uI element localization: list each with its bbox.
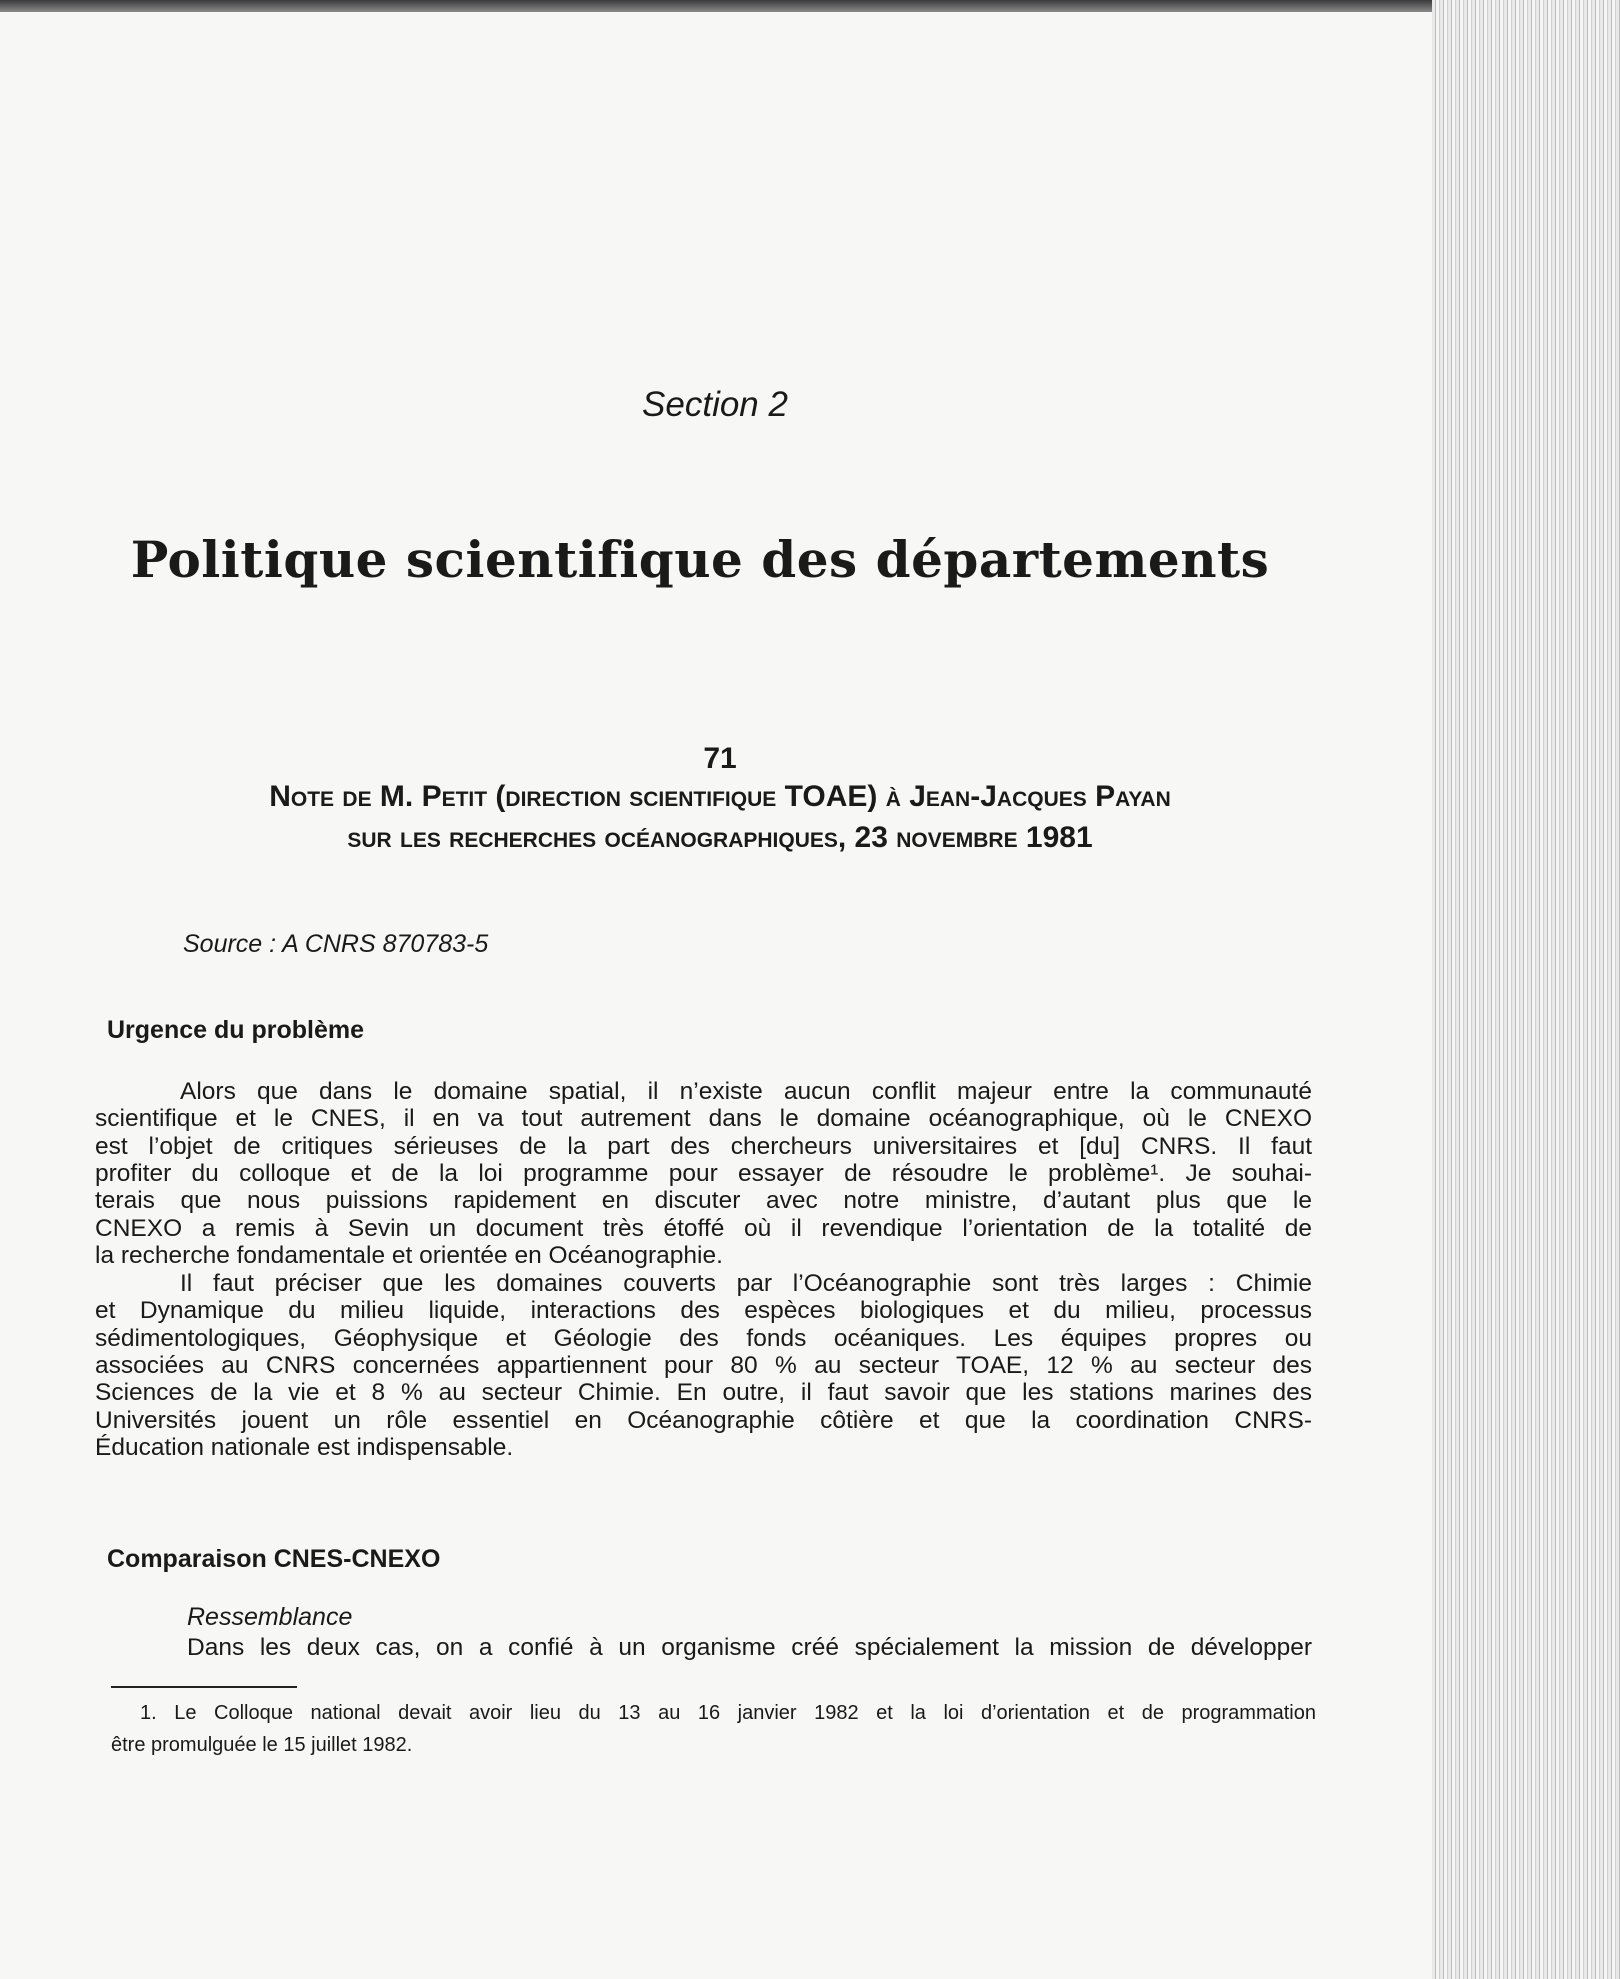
- paragraph-line: terais que nous puissions rapidement en discuter avec notre ministre, d’autant plus que le: [95, 1187, 1312, 1215]
- document-heading-line: sur les recherches océanographiques, 23 novembre 1981: [347, 821, 1093, 854]
- paragraph-line: Éducation nationale est indispensable.: [95, 1433, 514, 1461]
- footnote-line: être promulguée le 15 juillet 1982.: [111, 1734, 413, 1756]
- section-label: Section 2: [642, 385, 788, 424]
- paragraph-line: Alors que dans le domaine spatial, il n’existe aucun conflit majeur entre la communauté: [180, 1078, 1312, 1105]
- paragraph-line: est l’objet de critiques sérieuses de la part des chercheurs universitaires et [du] CNRS. Il faut: [95, 1132, 1312, 1160]
- paragraph-line: Dans les deux cas, on a confié à un organisme créé spécialement la mission de développer: [187, 1634, 1312, 1661]
- paragraph-line: scientifique et le CNES, il en va tout autrement dans le domaine océanographique, où le CNEXO: [95, 1105, 1312, 1133]
- heading-comparaison: Comparaison CNES-CNEXO: [107, 1545, 441, 1573]
- heading-urgence: Urgence du problème: [107, 1016, 364, 1044]
- book-page: [0, 12, 1432, 1979]
- paragraph-line: et Dynamique du milieu liquide, interactions des espèces biologiques et du milieu, processus: [95, 1297, 1312, 1325]
- paragraph-line: Il faut préciser que les domaines couverts par l’Océanographie sont très larges : Chimie: [180, 1270, 1312, 1297]
- book-top-edge: [0, 0, 1480, 12]
- paragraph-line: CNEXO a remis à Sevin un document très étoffé où il revendique l’orientation de la totalité de: [95, 1214, 1312, 1242]
- paragraph-line: associées au CNRS concernées appartiennent pour 80 % au secteur TOAE, 12 % au secteur des: [95, 1351, 1312, 1379]
- paragraph-line: Sciences de la vie et 8 % au secteur Chimie. En outre, il faut savoir que les stations marines des: [95, 1379, 1312, 1407]
- paragraph-line: profiter du colloque et de la loi programme pour essayer de résoudre le problème¹. Je souhai-: [95, 1159, 1312, 1187]
- page-title: Politique scientifique des départements: [130, 530, 1270, 589]
- footnote-separator: [111, 1686, 297, 1688]
- paragraph-line: sédimentologiques, Géophysique et Géologie des fonds océaniques. Les équipes propres ou: [95, 1324, 1312, 1352]
- footnote-line: 1. Le Colloque national devait avoir lieu du 13 au 16 janvier 1982 et la loi d’orientation et de programmation: [140, 1702, 1316, 1724]
- subheading-ressemblance: Ressemblance: [187, 1603, 353, 1631]
- page-stack-edge: [1432, 0, 1620, 1979]
- document-heading-line: Note de M. Petit (direction scientifique TOAE) à Jean-Jacques Payan: [269, 780, 1171, 813]
- document-number: 71: [703, 742, 737, 775]
- paragraph-line: Universités jouent un rôle essentiel en Océanographie côtière et que la coordination CNRS-: [95, 1406, 1312, 1434]
- source-reference: Source : A CNRS 870783-5: [183, 930, 489, 958]
- paragraph-line: la recherche fondamentale et orientée en Océanographie.: [95, 1241, 723, 1269]
